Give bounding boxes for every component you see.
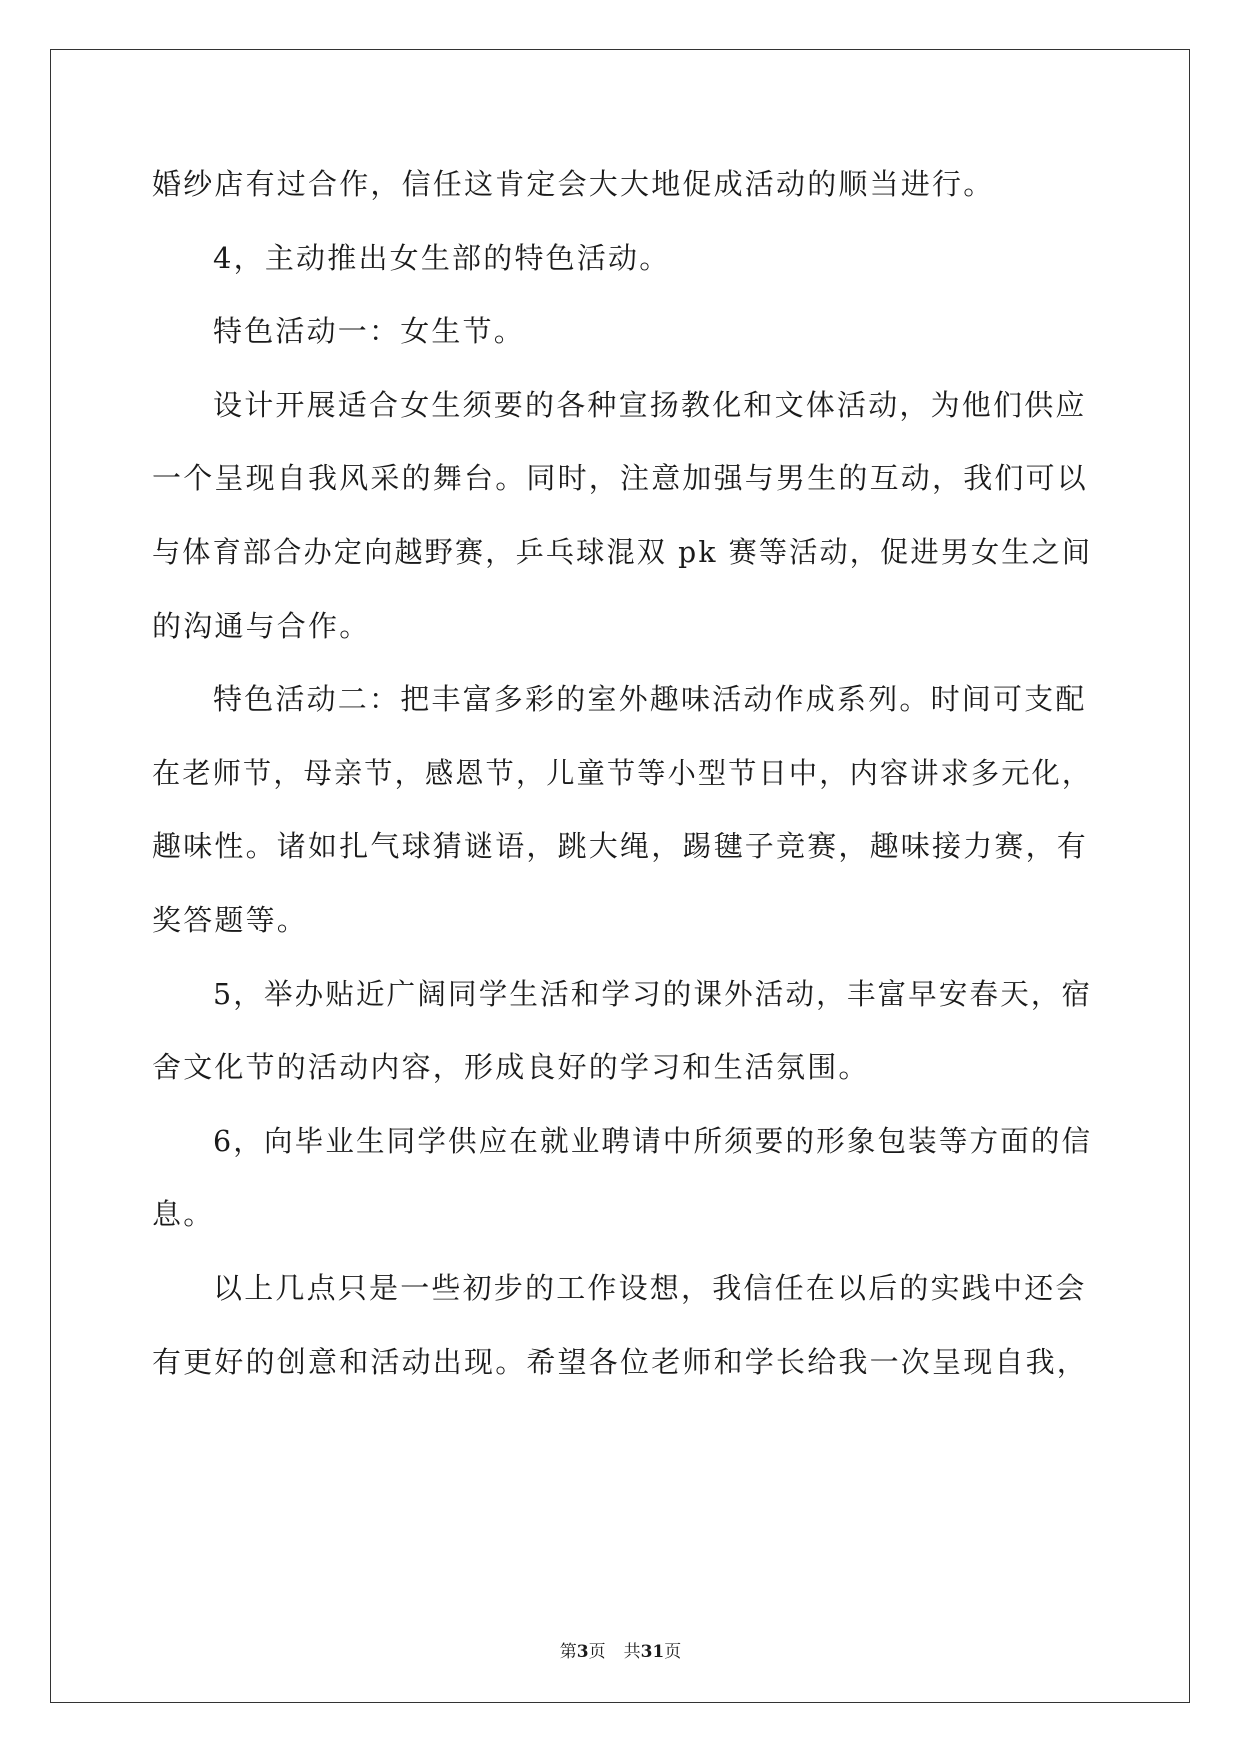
text-line: 舍文化节的活动内容，形成良好的学习和生活氛围。 xyxy=(152,1050,870,1085)
text-line: 4，主动推出女生部的特色活动。 xyxy=(213,240,671,275)
text-line: 在老师节，母亲节，感恩节，儿童节等小型节日中，内容讲求多元化， xyxy=(152,755,1093,790)
text-line: 奖答题等。 xyxy=(152,903,309,937)
text-line: 5，举办贴近广阔同学生活和学习的课外活动，丰富早安春天，宿 xyxy=(213,976,1093,1011)
text-line: 特色活动二：把丰富多彩的室外趣味活动作成系列。时间可支配 xyxy=(213,682,1087,717)
text-line: 设计开展适合女生须要的各种宣扬教化和文体活动，为他们供应 xyxy=(213,387,1087,422)
text-line: 6，向毕业生同学供应在就业聘请中所须要的形象包装等方面的信 xyxy=(213,1123,1093,1158)
text-line: 趣味性。诸如扎气球猜谜语，跳大绳，踢毽子竞赛，趣味接力赛，有 xyxy=(152,829,1089,864)
total-suffix: 页 xyxy=(664,1642,682,1662)
total-pages: 31 xyxy=(640,1642,665,1662)
text-line: 与体育部合办定向越野赛，乒乓球混双 pk 赛等活动，促进男女生之间 xyxy=(152,535,1093,569)
text-line: 婚纱店有过合作，信任这肯定会大大地促成活动的顺当进行。 xyxy=(152,167,995,201)
text-line: 有更好的创意和活动出现。希望各位老师和学长给我一次呈现自我， xyxy=(152,1344,1089,1379)
page-number: 3 xyxy=(576,1642,589,1662)
text-line: 特色活动一：女生节。 xyxy=(213,314,526,349)
page-border xyxy=(50,49,1190,1703)
text-line: 以上几点只是一些初步的工作设想，我信任在以后的实践中还会 xyxy=(213,1271,1087,1305)
total-prefix: 共 xyxy=(623,1642,641,1662)
page-prefix: 第 xyxy=(559,1642,577,1662)
text-line: 息。 xyxy=(152,1197,215,1232)
text-line: 的沟通与合作。 xyxy=(152,608,371,643)
page-footer xyxy=(0,1640,1241,1664)
page-suffix: 页 xyxy=(588,1642,606,1662)
text-line: 一个呈现自我风采的舞台。同时，注意加强与男生的互动，我们可以 xyxy=(152,461,1089,496)
